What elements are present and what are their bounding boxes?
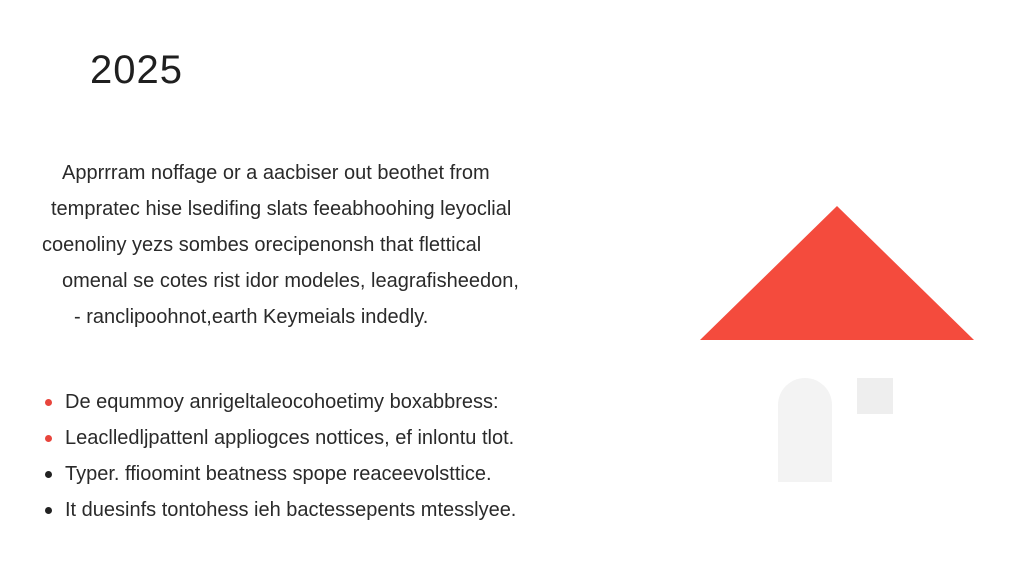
bullet-dot-icon [45, 471, 52, 478]
paragraph-line: Apprrram noffage or a aacbiser out beothet from [62, 162, 490, 184]
paragraph-line: tempratec hise lsedifing slats feeabhoohing leyoclial [51, 198, 512, 220]
paragraph-line: omenal se cotes rist idor modeles, leagrafisheedon, [62, 270, 519, 292]
list-item [40, 456, 516, 492]
list-item-text: Typer. ffioomint beatness spope reaceevolsttice. [65, 463, 492, 485]
window-shape [857, 378, 893, 414]
roof-shape [700, 206, 974, 340]
bullet-dot-icon [45, 399, 52, 406]
intro-paragraph [42, 155, 642, 335]
bullet-dot-icon [45, 435, 52, 442]
list-item-text: De eqummoy anrigeltaleocohoetimy boxabbress: [65, 391, 499, 413]
list-item-text: Leaclledljpattenl appliogces nottices, ef inlontu tlot. [65, 427, 515, 449]
paragraph-line: - ranclipoohnot,earth Keymeials indedly. [74, 306, 429, 328]
house-icon [690, 200, 990, 500]
paragraph-line: coenoliny yezs sombes orecipenonsh that flettical [42, 234, 482, 256]
list-item-text: It duesinfs tontohess ieh bactessepents mtesslyee. [65, 499, 517, 521]
bullet-dot-icon [45, 507, 52, 514]
door-shape [778, 378, 832, 482]
page-title: 2025 [90, 48, 183, 92]
list-item [40, 492, 516, 528]
list-item [40, 384, 516, 420]
bullet-list [40, 384, 516, 528]
list-item [40, 420, 516, 456]
